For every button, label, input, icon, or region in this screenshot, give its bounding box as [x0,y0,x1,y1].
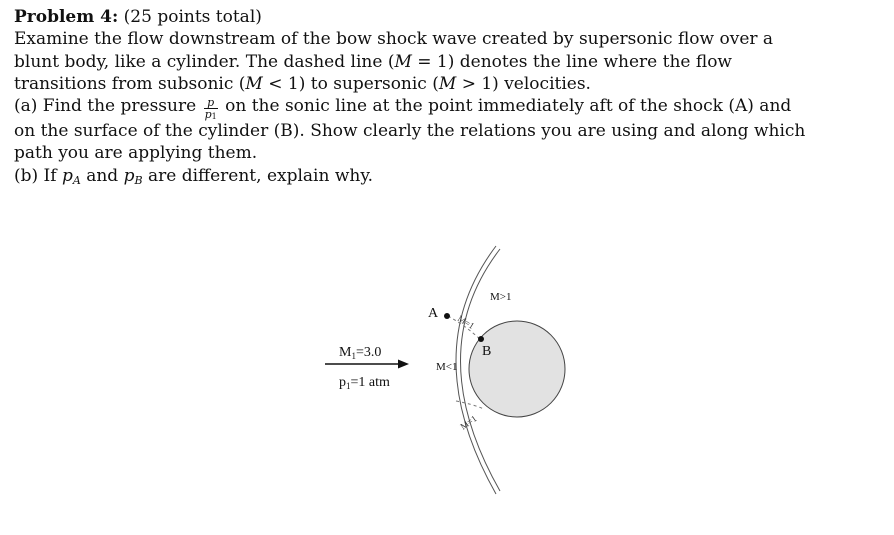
mach-subscript: 1 [351,351,356,361]
mach-value: =3.0 [355,345,382,360]
problem-text: on the sonic line at the point immediately aft of the shock (A) and [219,96,792,117]
math-symbol: M [394,51,412,72]
math-symbol: M [438,73,457,94]
math-symbol: < 1 [262,73,299,94]
math-symbol: = 1 [411,51,448,72]
problem-text: and [80,165,124,186]
label-freestream-pressure [339,375,390,391]
problem-text: ) velocities. [492,73,591,94]
fraction-numerator: p [204,97,218,109]
problem-text: transitions from subsonic ( [14,73,246,94]
problem-text: ) denotes the line where the flow [447,51,732,72]
arrow-head-icon [398,360,409,369]
point-a-marker [444,313,450,319]
problem-text: ) to supersonic ( [298,73,439,94]
problem-points: (25 points total) [123,7,262,27]
label-point-a: A [428,306,439,321]
cylinder [469,321,565,417]
label-point-b: B [482,344,492,359]
mach-symbol: M [339,345,352,360]
math-subscript: A [72,173,81,187]
problem-heading: Problem 4: [14,7,119,27]
math-symbol: p [61,165,73,186]
problem-text: are different, explain why. [142,165,374,186]
math-symbol: M [245,73,263,94]
problem-text: (b) If [14,165,62,186]
problem-text: blunt body, like a cylinder. The dashed line ( [14,51,395,72]
math-subscript: B [134,173,143,187]
fraction-denominator-subscript: 1 [211,112,217,122]
label-sonic-line-upper: M=1 [455,313,477,332]
fraction-denominator-symbol: p [204,108,212,122]
point-b-marker [478,336,484,342]
math-symbol: > 1 [456,73,493,94]
pressure-symbol: p [339,375,346,390]
pressure-value: =1 atm [350,375,390,390]
label-sonic-line-lower: M=1 [458,413,479,432]
label-supersonic-region: M>1 [490,291,512,303]
label-freestream-mach [339,345,381,361]
problem-text: path you are applying them. [14,143,258,164]
problem-text: Examine the flow downstream of the bow shock wave created by supersonic flow over a [14,29,774,50]
pressure-subscript: 1 [346,381,351,391]
label-subsonic-region: M<1 [436,361,458,373]
problem-text: (a) Find the pressure [14,96,202,117]
math-symbol: p [123,165,135,186]
problem-text: on the surface of the cylinder (B). Show clearly the relations you are using and along which [14,121,806,142]
